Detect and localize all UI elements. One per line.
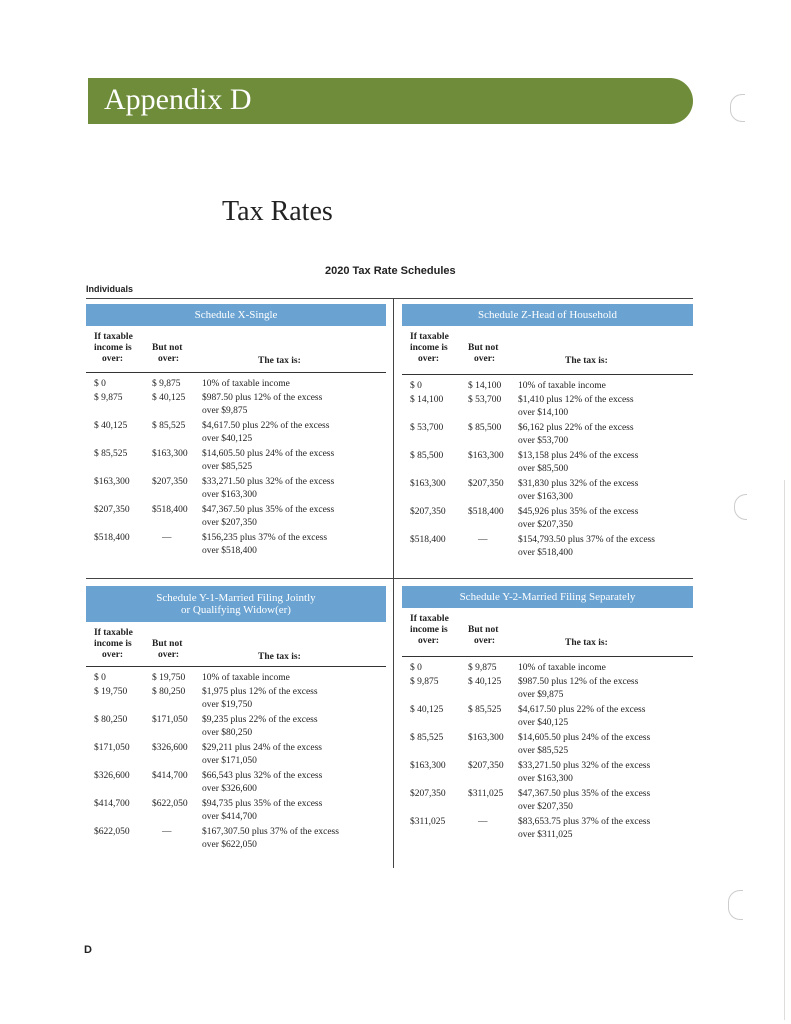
cell-tax-formula [202, 448, 334, 474]
tax-formula-line: over $207,350 [202, 518, 257, 528]
cell-income-over: $163,300 [94, 477, 130, 487]
column-head-line: If taxable [94, 628, 133, 638]
cell-tax-formula [518, 394, 634, 420]
cell-but-not-over: $207,350 [468, 479, 504, 489]
tax-formula-line: over $85,525 [202, 462, 253, 472]
column-head-line: over: [158, 650, 180, 660]
tax-formula-line: $45,926 plus 35% of the excess [518, 507, 639, 517]
cell-but-not-over: $ 85,525 [468, 705, 502, 715]
column-head-line: over: [418, 636, 440, 646]
cell-income-over: $ 9,875 [94, 393, 123, 403]
schedule-title-line: Schedule Y-2-Married Filing Separately [459, 591, 636, 603]
cell-income-over: $207,350 [410, 789, 446, 799]
tax-formula-line: $33,271.50 plus 32% of the excess [202, 477, 335, 487]
cell-tax-formula [202, 742, 322, 768]
cell-income-over: $ 80,250 [94, 715, 128, 725]
tax-formula-line: $13,158 plus 24% of the excess [518, 451, 639, 461]
tax-formula-line: over $85,525 [518, 746, 569, 756]
tax-formula-line: $987.50 plus 12% of the excess [202, 393, 323, 403]
schedule-panel [402, 304, 693, 574]
tax-formula-line: $154,793.50 plus 37% of the excess [518, 535, 655, 545]
column-head-line: But not [468, 625, 499, 635]
cell-but-not-over: $311,025 [468, 789, 504, 799]
column-head-line: income is [410, 343, 448, 353]
cell-tax-formula [202, 504, 334, 530]
cell-but-not-over: $171,050 [152, 715, 188, 725]
cell-but-not-over: $414,700 [152, 771, 188, 781]
tax-formula-line: over $80,250 [202, 728, 253, 738]
appendix-banner [88, 78, 693, 124]
column-head-but-not-over [468, 625, 498, 647]
tax-formula-line: $94,735 plus 35% of the excess [202, 799, 323, 809]
cell-income-over: $ 0 [410, 663, 422, 673]
cell-income-over: $326,600 [94, 771, 130, 781]
column-head-income-over [410, 614, 449, 647]
column-head-line: If taxable [94, 332, 133, 342]
tax-formula-line: $29,211 plus 24% of the excess [202, 743, 322, 753]
schedule-panel [86, 586, 386, 856]
tax-formula-line: over $171,050 [202, 756, 257, 766]
column-head-line: If taxable [410, 614, 449, 624]
tax-formula-line: over $40,125 [518, 718, 569, 728]
column-head-income-over [410, 332, 449, 365]
column-head-line: income is [94, 343, 132, 353]
tax-formula-line: $987.50 plus 12% of the excess [518, 677, 639, 687]
cell-income-over: $ 14,100 [410, 395, 444, 405]
tax-formula-line: $4,617.50 plus 22% of the excess [518, 705, 646, 715]
binder-hole-mark [734, 494, 747, 520]
cell-but-not-over: $518,400 [468, 507, 504, 517]
cell-but-not-over: $ 19,750 [152, 673, 186, 683]
schedule-title [86, 586, 386, 622]
tax-formula-line: 10% of taxable income [518, 381, 606, 391]
cell-tax-formula [518, 422, 634, 448]
cell-but-not-over: $518,400 [152, 505, 188, 515]
column-head-line: over: [102, 650, 124, 660]
cell-but-not-over: $163,300 [468, 733, 504, 743]
column-head-line: But not [152, 639, 183, 649]
cell-income-over: $ 0 [94, 379, 106, 389]
cell-income-over: $207,350 [94, 505, 130, 515]
tax-formula-line: over $163,300 [202, 490, 257, 500]
cell-but-not-over: $ 9,875 [152, 379, 181, 389]
cell-tax-formula [202, 826, 339, 852]
cell-income-over: $ 0 [94, 673, 106, 683]
column-head-line: over: [474, 354, 496, 364]
column-head-but-not-over [152, 639, 182, 661]
cell-tax-formula [518, 816, 650, 842]
cell-tax-formula [518, 760, 650, 786]
cell-income-over: $ 85,525 [410, 733, 444, 743]
cell-tax-formula [202, 672, 290, 685]
tax-formula-line: over $518,400 [202, 546, 257, 556]
cell-but-not-over: $163,300 [152, 449, 188, 459]
tax-formula-line: over $326,600 [202, 784, 257, 794]
cell-but-not-over: — [478, 817, 488, 827]
schedule-title-line: or Qualifying Widow(er) [181, 604, 291, 616]
column-head-line: If taxable [410, 332, 449, 342]
column-head-income-over [94, 628, 133, 661]
tax-formula-line: $14,605.50 plus 24% of the excess [518, 733, 651, 743]
tax-formula-line: $9,235 plus 22% of the excess [202, 715, 318, 725]
tax-formula-line: over $207,350 [518, 520, 573, 530]
cell-tax-formula [518, 732, 650, 758]
cell-but-not-over: — [162, 533, 172, 543]
cell-income-over: $163,300 [410, 761, 446, 771]
cell-income-over: $163,300 [410, 479, 446, 489]
column-head-line: over: [158, 354, 180, 364]
tax-formula-line: over $414,700 [202, 812, 257, 822]
cell-but-not-over: $207,350 [468, 761, 504, 771]
cell-income-over: $207,350 [410, 507, 446, 517]
cell-income-over: $ 19,750 [94, 687, 128, 697]
cell-tax-formula [202, 770, 322, 796]
tax-formula-line: over $14,100 [518, 408, 569, 418]
schedule-title [402, 304, 693, 326]
cell-tax-formula [202, 798, 322, 824]
cell-tax-formula [518, 704, 645, 730]
cell-tax-formula [518, 662, 606, 675]
cell-but-not-over: $ 14,100 [468, 381, 502, 391]
tax-formula-line: $83,653.75 plus 37% of the excess [518, 817, 651, 827]
column-head-but-not-over [152, 343, 182, 365]
cell-tax-formula [202, 378, 290, 391]
cell-income-over: $518,400 [94, 533, 130, 543]
binder-hole-mark [730, 94, 745, 122]
tax-formula-line: over $163,300 [518, 774, 573, 784]
cell-tax-formula [202, 476, 334, 502]
tax-formula-line: over $622,050 [202, 840, 257, 850]
cell-income-over: $ 85,500 [410, 451, 444, 461]
header-rule [86, 372, 386, 373]
column-head-line: over: [102, 354, 124, 364]
schedule-title-line: Schedule X-Single [194, 309, 278, 321]
page-edge-line [784, 480, 785, 1020]
header-rule [402, 374, 693, 375]
schedule-title-line: Schedule Y-1-Married Filing Jointly [156, 592, 316, 604]
header-rule [86, 666, 386, 667]
cell-income-over: $518,400 [410, 535, 446, 545]
tax-formula-line: over $518,400 [518, 548, 573, 558]
top-divider [86, 298, 693, 299]
page-footer-letter: D [84, 944, 92, 956]
column-head-line: But not [152, 343, 183, 353]
tax-formula-line: $47,367.50 plus 35% of the excess [518, 789, 651, 799]
tax-formula-line: $1,975 plus 12% of the excess [202, 687, 318, 697]
cell-income-over: $414,700 [94, 799, 130, 809]
cell-but-not-over: — [478, 535, 488, 545]
tax-formula-line: $14,605.50 plus 24% of the excess [202, 449, 335, 459]
cell-tax-formula [202, 532, 327, 558]
cell-tax-formula [518, 534, 655, 560]
tax-formula-line: over $163,300 [518, 492, 573, 502]
tax-formula-line: 10% of taxable income [518, 663, 606, 673]
cell-but-not-over: — [162, 827, 172, 837]
cell-tax-formula [202, 686, 318, 712]
column-head-line: income is [410, 625, 448, 635]
tax-formula-line: over $9,875 [202, 406, 248, 416]
cell-tax-formula [518, 506, 638, 532]
cell-but-not-over: $ 40,125 [152, 393, 186, 403]
cell-income-over: $ 40,125 [410, 705, 444, 715]
cell-income-over: $ 85,525 [94, 449, 128, 459]
tax-formula-line: over $19,750 [202, 700, 253, 710]
tax-formula-line: $167,307.50 plus 37% of the excess [202, 827, 339, 837]
column-head-tax: The tax is: [258, 652, 301, 662]
tax-formula-line: $47,367.50 plus 35% of the excess [202, 505, 335, 515]
column-head-tax: The tax is: [565, 638, 608, 648]
cell-but-not-over: $ 85,500 [468, 423, 502, 433]
cell-tax-formula [202, 420, 329, 446]
cell-income-over: $311,025 [410, 817, 446, 827]
cell-tax-formula [202, 714, 318, 740]
binder-hole-mark [728, 890, 743, 920]
tax-formula-line: $66,543 plus 32% of the excess [202, 771, 323, 781]
tax-formula-line: over $85,500 [518, 464, 569, 474]
column-head-line: over: [474, 636, 496, 646]
column-head-tax: The tax is: [565, 356, 608, 366]
cell-but-not-over: $207,350 [152, 477, 188, 487]
cell-but-not-over: $ 80,250 [152, 687, 186, 697]
cell-tax-formula [518, 380, 606, 393]
cell-income-over: $ 0 [410, 381, 422, 391]
tax-formula-line: 10% of taxable income [202, 379, 290, 389]
schedule-title [86, 304, 386, 326]
schedule-title [402, 586, 693, 608]
tax-formula-line: $1,410 plus 12% of the excess [518, 395, 634, 405]
header-rule [402, 656, 693, 657]
center-divider [393, 298, 394, 868]
cell-but-not-over: $163,300 [468, 451, 504, 461]
tax-formula-line: 10% of taxable income [202, 673, 290, 683]
cell-but-not-over: $326,600 [152, 743, 188, 753]
schedule-title-line: Schedule Z-Head of Household [478, 309, 617, 321]
column-head-but-not-over [468, 343, 498, 365]
middle-divider [86, 578, 693, 579]
cell-tax-formula [518, 450, 638, 476]
tax-formula-line: $4,617.50 plus 22% of the excess [202, 421, 330, 431]
column-head-line: income is [94, 639, 132, 649]
cell-but-not-over: $622,050 [152, 799, 188, 809]
tax-formula-line: $6,162 plus 22% of the excess [518, 423, 634, 433]
cell-income-over: $ 40,125 [94, 421, 128, 431]
cell-but-not-over: $ 9,875 [468, 663, 497, 673]
cell-tax-formula [518, 788, 650, 814]
tax-formula-line: $31,830 plus 32% of the excess [518, 479, 639, 489]
tax-formula-line: over $40,125 [202, 434, 253, 444]
tax-formula-line: over $207,350 [518, 802, 573, 812]
cell-income-over: $622,050 [94, 827, 130, 837]
banner-title: Appendix D [104, 83, 252, 116]
cell-income-over: $ 9,875 [410, 677, 439, 687]
schedule-panel [402, 586, 693, 856]
column-head-line: But not [468, 343, 499, 353]
tax-formula-line: $33,271.50 plus 32% of the excess [518, 761, 651, 771]
tax-formula-line: $156,235 plus 37% of the excess [202, 533, 328, 543]
cell-tax-formula [518, 676, 638, 702]
cell-tax-formula [518, 478, 638, 504]
cell-but-not-over: $ 85,525 [152, 421, 186, 431]
schedules-subtitle: 2020 Tax Rate Schedules [325, 265, 456, 277]
column-head-income-over [94, 332, 133, 365]
cell-but-not-over: $ 40,125 [468, 677, 502, 687]
page-title: Tax Rates [222, 196, 333, 227]
cell-but-not-over: $ 53,700 [468, 395, 502, 405]
tax-formula-line: over $9,875 [518, 690, 564, 700]
tax-formula-line: over $311,025 [518, 830, 573, 840]
schedule-panel [86, 304, 386, 574]
cell-income-over: $171,050 [94, 743, 130, 753]
cell-income-over: $ 53,700 [410, 423, 444, 433]
column-head-line: over: [418, 354, 440, 364]
tax-formula-line: over $53,700 [518, 436, 569, 446]
cell-tax-formula [202, 392, 322, 418]
column-head-tax: The tax is: [258, 356, 301, 366]
section-label: Individuals [86, 284, 134, 294]
